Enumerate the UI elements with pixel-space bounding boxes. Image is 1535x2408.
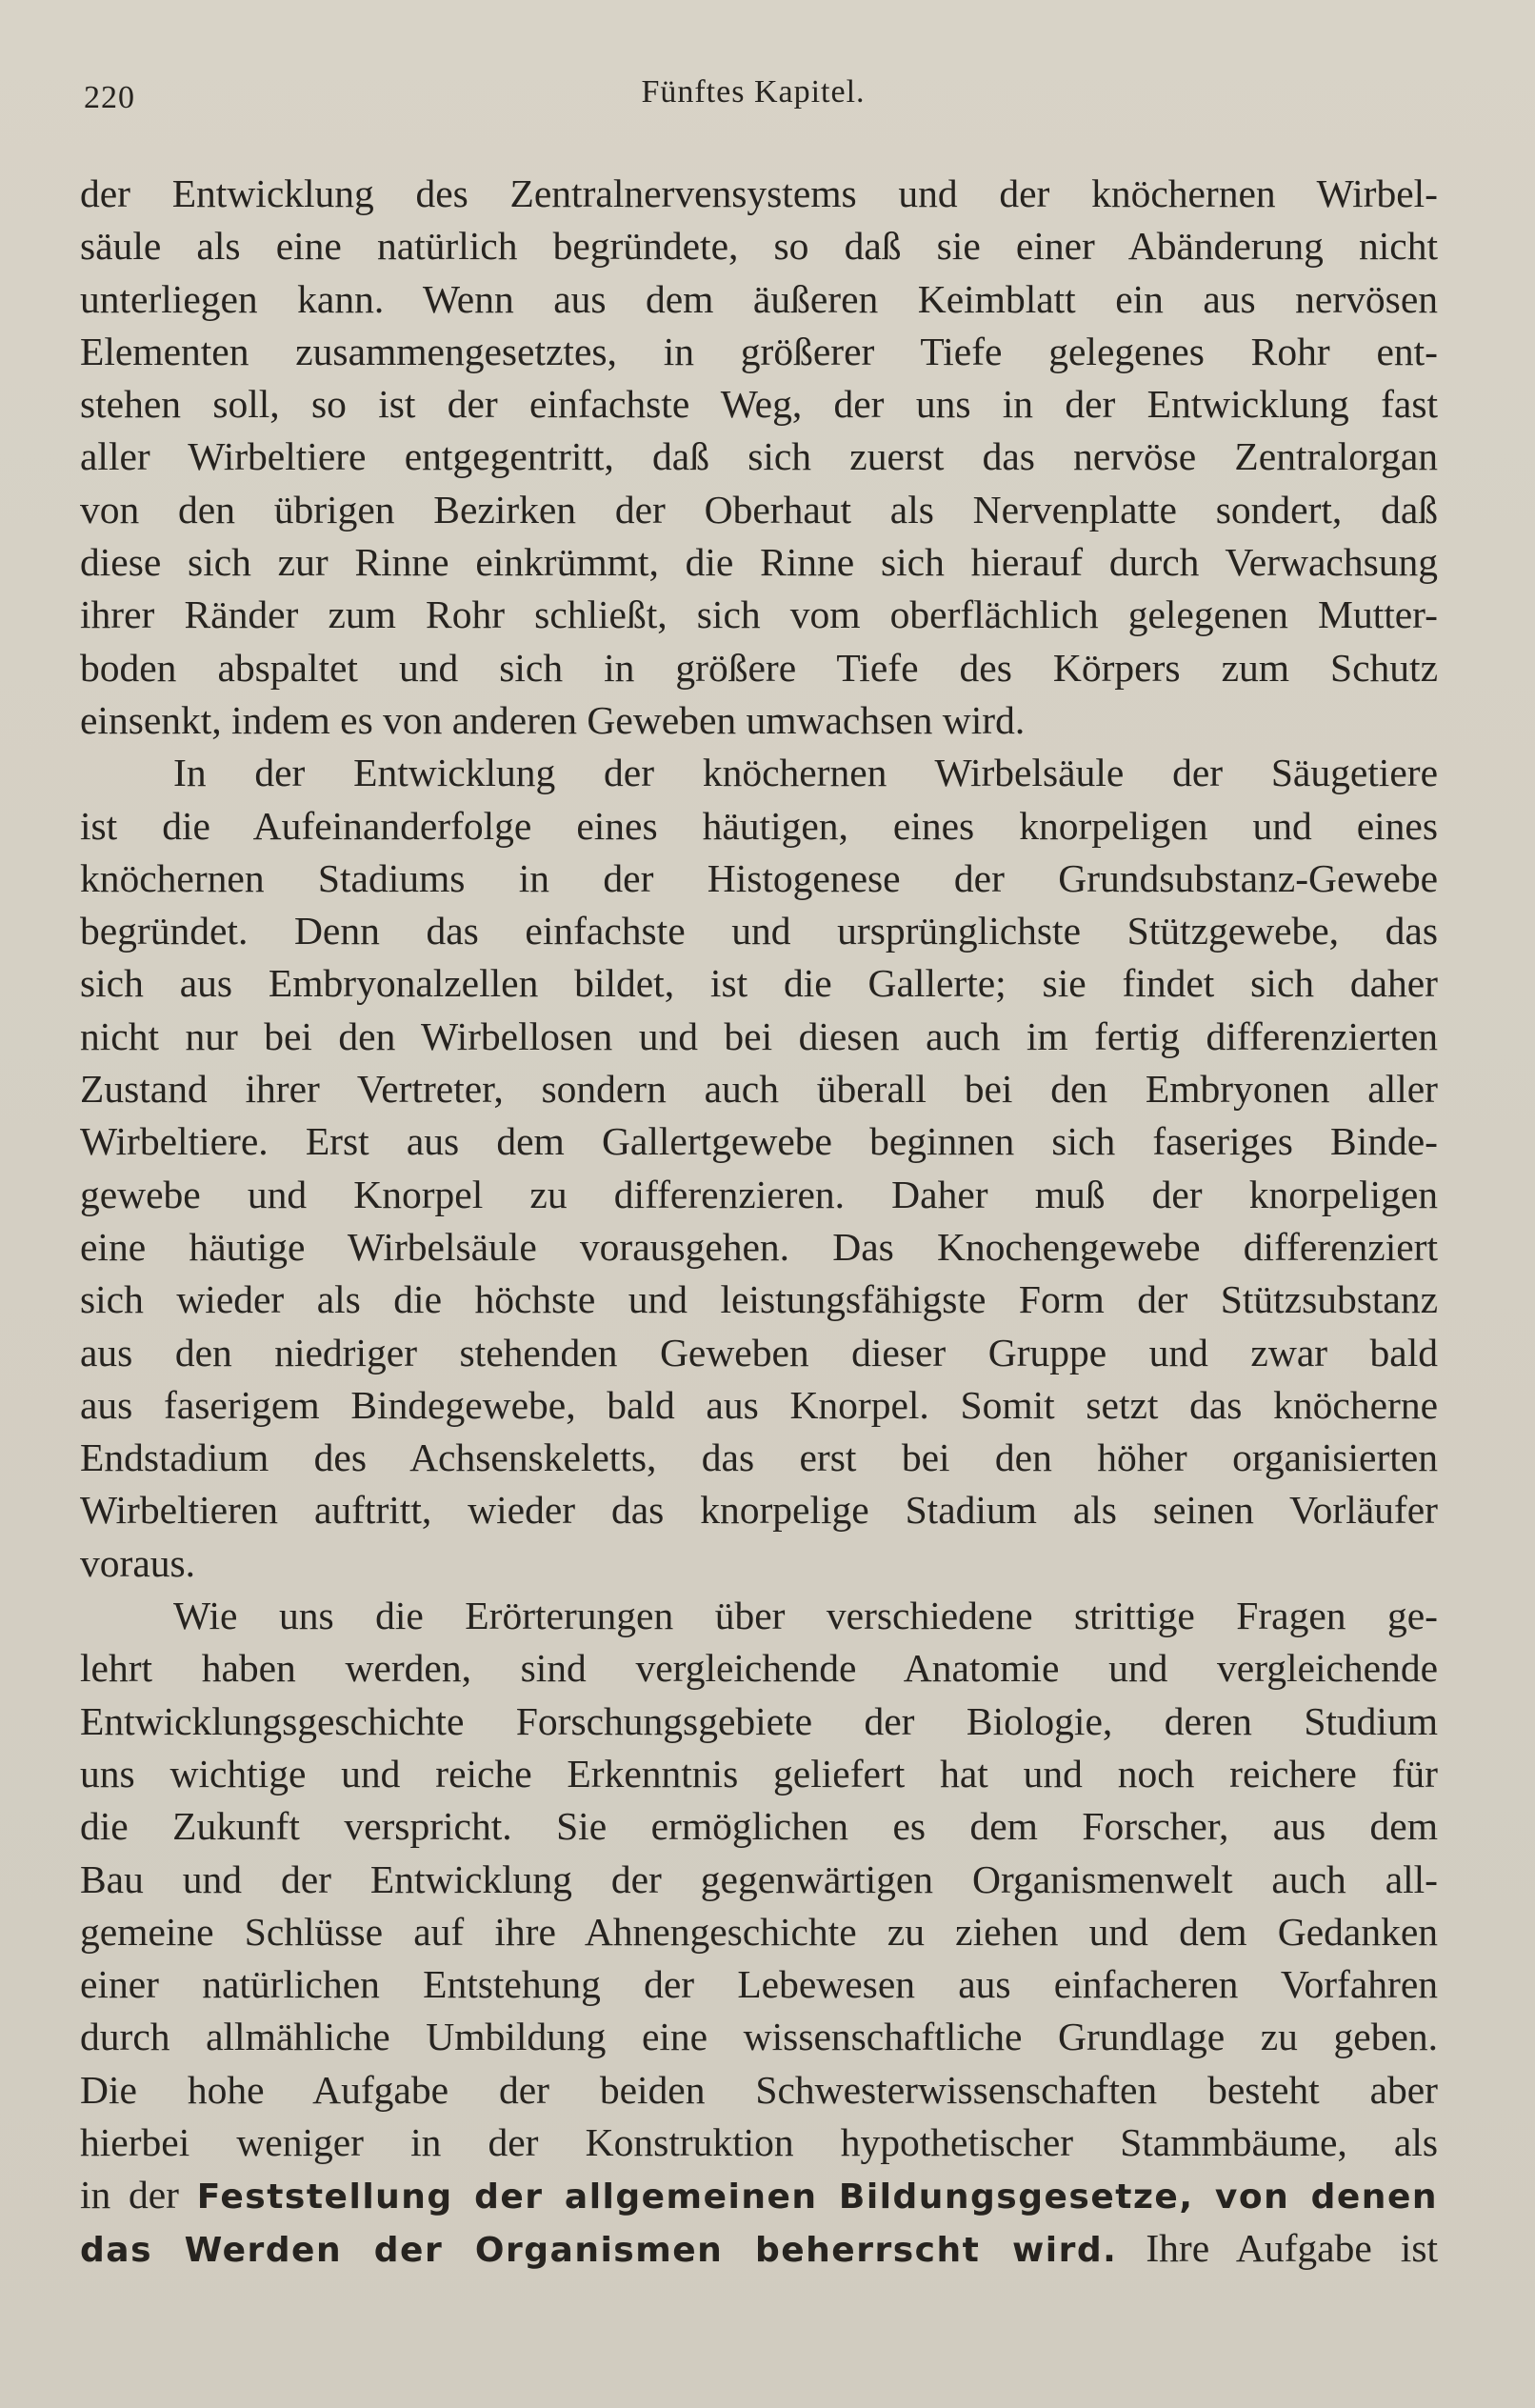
text-line: Elementen zusammengesetztes, in größerer Tiefe gelegenes Rohr ent- bbox=[80, 329, 1438, 373]
text-line: In der Entwicklung der knöchernen Wirbelsäule der Säugetiere bbox=[173, 751, 1438, 795]
text-line: Bau und der Entwicklung der gegenwärtigen Organismenwelt auch all- bbox=[80, 1856, 1438, 1901]
text-line: Die hohe Aufgabe der beiden Schwesterwissenschaften besteht aber bbox=[80, 2067, 1438, 2112]
text-line: Zustand ihrer Vertreter, sondern auch überall bei den Embryonen aller bbox=[80, 1067, 1438, 1112]
text-plain: Ihre Aufgabe ist bbox=[1117, 2225, 1438, 2270]
text-line: aller Wirbeltiere entgegentritt, daß sich zuerst das nervöse Zentralorgan bbox=[80, 434, 1438, 479]
text-line: der Entwicklung des Zentralnervensystems und der knöchernen Wirbel- bbox=[80, 171, 1438, 215]
text-line: nicht nur bei den Wirbellosen und bei diesen auch im fertig differenzierten bbox=[80, 1013, 1438, 1058]
text-line: Entwicklungsgeschichte Forschungsgebiete der Biologie, deren Studium bbox=[80, 1698, 1438, 1743]
text-line: die Zukunft verspricht. Sie ermöglichen es dem Forscher, aus dem bbox=[80, 1804, 1438, 1849]
text-line: Wirbeltieren auftritt, wieder das knorpelige Stadium als seinen Vorläufer bbox=[80, 1488, 1438, 1533]
text-line: aus faserigem Bindegewebe, bald aus Knorpel. Somit setzt das knöcherne bbox=[80, 1382, 1438, 1427]
text-line: knöchernen Stadiums in der Histogenese der Grundsubstanz-Gewebe bbox=[80, 855, 1438, 900]
page-number: 220 bbox=[84, 80, 135, 115]
text-line: sich aus Embryonalzellen bildet, ist die Gallerte; sie findet sich daher bbox=[80, 961, 1438, 1006]
running-title: Fünftes Kapitel. bbox=[641, 74, 866, 110]
text-line: eine häutige Wirbelsäule vorausgehen. Das Knochengewebe differenziert bbox=[80, 1224, 1438, 1269]
text-line: begründet. Denn das einfachste und ursprünglichste Stützgewebe, das bbox=[80, 909, 1438, 953]
text-line: gewebe und Knorpel zu differenzieren. Daher muß der knorpeligen bbox=[80, 1172, 1438, 1216]
text-line: sich wieder als die höchste und leistungsfähigste Form der Stützsubstanz bbox=[80, 1277, 1438, 1322]
text-line: hierbei weniger in der Konstruktion hypothetischer Stammbäume, als bbox=[80, 2119, 1438, 2164]
text-line: von den übrigen Bezirken der Oberhaut als Nervenplatte sondert, daß bbox=[80, 487, 1438, 532]
text-line: ist die Aufeinanderfolge eines häutigen, eines knorpeligen und eines bbox=[80, 803, 1438, 848]
text-emphasis: Feststellung der allgemeinen Bildungsgesetze, von denen bbox=[196, 2177, 1438, 2217]
text-line: einer natürlichen Entstehung der Lebewesen aus einfacheren Vorfahren bbox=[80, 1962, 1438, 2007]
body-text bbox=[80, 168, 1438, 2275]
text-line-mixed bbox=[80, 2169, 1438, 2221]
page-header bbox=[84, 74, 1423, 122]
text-line: diese sich zur Rinne einkrümmt, die Rinne sich hierauf durch Verwachsung bbox=[80, 540, 1438, 585]
text-line: durch allmähliche Umbildung eine wissenschaftliche Grundlage zu geben. bbox=[80, 2015, 1438, 2059]
text-line: stehen soll, so ist der einfachste Weg, der uns in der Entwicklung fast bbox=[80, 382, 1438, 427]
text-line: säule als eine natürlich begründete, so daß sie einer Abänderung nicht bbox=[80, 224, 1438, 269]
text-line: boden abspaltet und sich in größere Tiefe des Körpers zum Schutz bbox=[80, 645, 1438, 690]
text-line: Wie uns die Erörterungen über verschiedene strittige Fragen ge- bbox=[173, 1594, 1438, 1638]
text-line: unterliegen kann. Wenn aus dem äußeren Keimblatt ein aus nervösen bbox=[80, 276, 1438, 321]
text-line: gemeine Schlüsse auf ihre Ahnengeschichte zu ziehen und dem Gedanken bbox=[80, 1909, 1438, 1954]
text-line: uns wichtige und reiche Erkenntnis geliefert hat und noch reichere für bbox=[80, 1751, 1438, 1796]
text-line: aus den niedriger stehenden Geweben dieser Gruppe und zwar bald bbox=[80, 1330, 1438, 1375]
text-line: ihrer Ränder zum Rohr schließt, sich vom oberflächlich gelegenen Mutter- bbox=[80, 592, 1438, 637]
text-line-mixed bbox=[80, 2222, 1438, 2275]
text-line: einsenkt, indem es von anderen Geweben umwachsen wird. bbox=[80, 697, 1026, 742]
text-line: voraus. bbox=[80, 1540, 196, 1585]
text-line: Wirbeltiere. Erst aus dem Gallertgewebe beginnen sich faseriges Binde- bbox=[80, 1119, 1438, 1164]
text-plain: in der bbox=[80, 2173, 197, 2217]
text-line: lehrt haben werden, sind vergleichende Anatomie und vergleichende bbox=[80, 1646, 1438, 1691]
text-line: Endstadium des Achsenskeletts, das erst bei den höher organisierten bbox=[80, 1435, 1438, 1480]
text-emphasis: das Werden der Organismen beherrscht wird. bbox=[80, 2230, 1118, 2270]
